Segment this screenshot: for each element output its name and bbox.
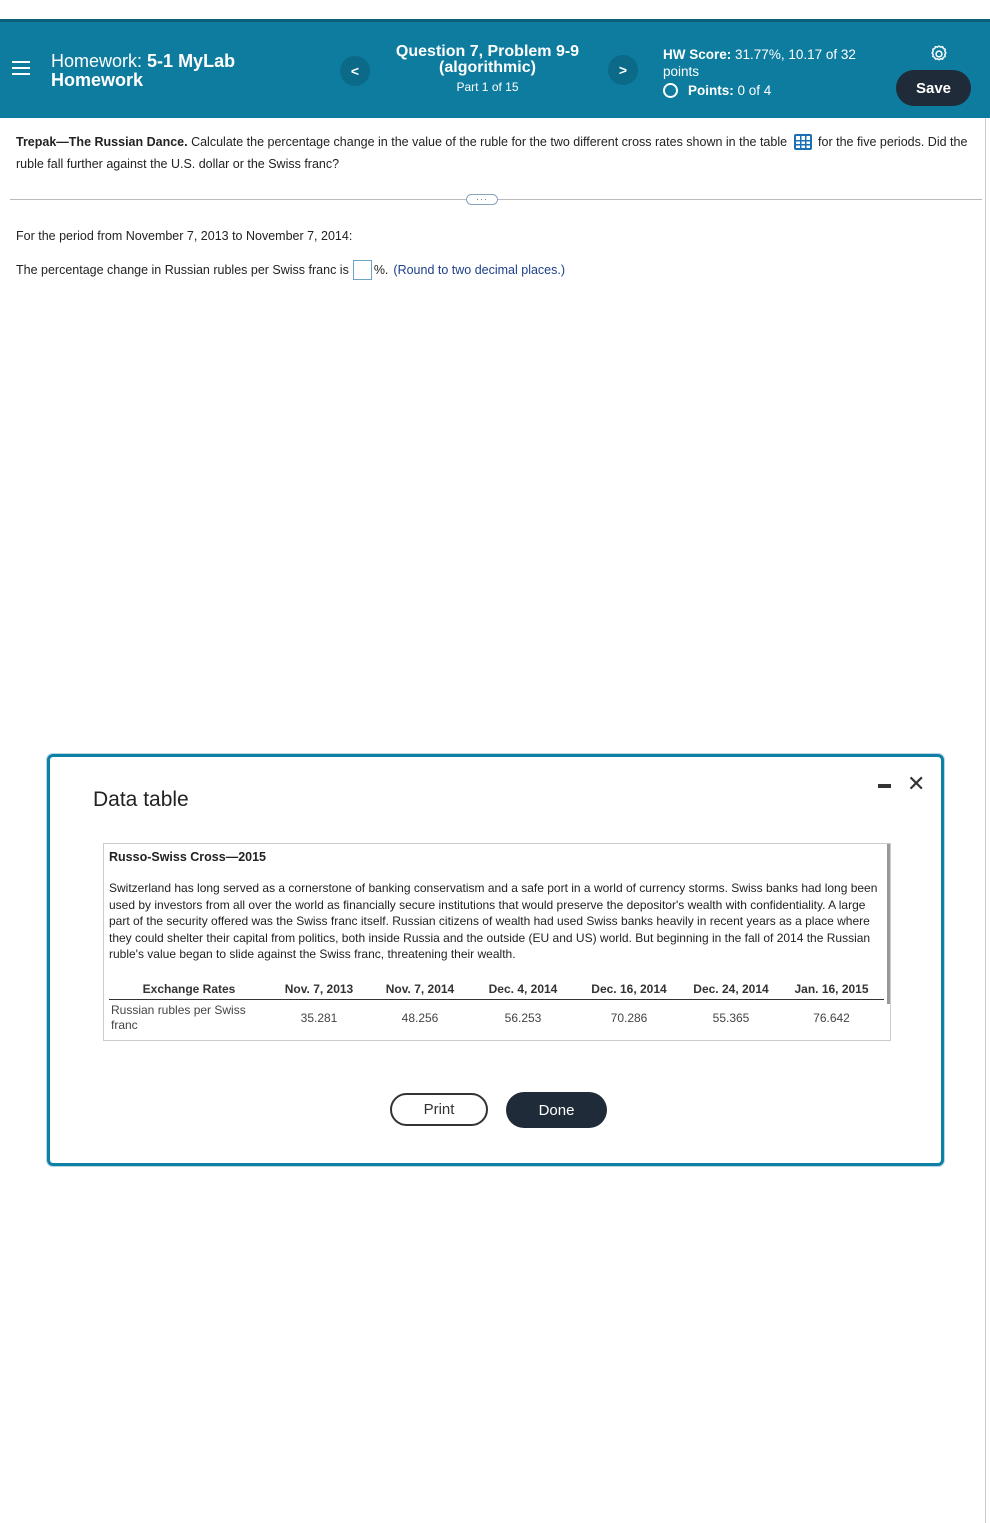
hw-score-value: 31.77%, 10.17 of 32 points (663, 47, 856, 79)
points-label: Points: (688, 83, 734, 98)
dialog-title: Data table (93, 788, 189, 811)
question-title-text: Trepak—The Russian Dance. (16, 135, 188, 149)
column-header: Dec. 4, 2014 (488, 981, 558, 996)
hw-score (663, 46, 873, 99)
homework-name: 5-1 MyLab Homework (51, 51, 236, 90)
minimize-icon[interactable] (878, 784, 891, 788)
scrollbar[interactable] (887, 844, 890, 1004)
table-row (109, 1000, 884, 1036)
question-part: Part 1 of 15 (456, 80, 519, 94)
hw-score-label: HW Score: (663, 47, 732, 62)
table-description: Switzerland has long served as a cornerstone of banking conservatism and a safe port in a world of currency storms. Swiss banks had long been used by investors from all over the world as financially secure institutions that would preserve the depositor's wealth with confidentiality. A large part of the security offered was the Swiss franc itself. Russian citizens of wealth had used Swiss banks heavily in recent years as a place where they could shelter their capital from politics, both inside Russia and the outside (EU and US) world. But beginning in the fall of 2014 the Russian ruble's value began to slide against the Swiss franc, threatening their wealth. (109, 881, 878, 961)
column-header: Exchange Rates (142, 981, 236, 996)
header-bar (0, 19, 990, 118)
rounding-hint: (Round to two decimal places.) (393, 263, 566, 277)
data-table-icon[interactable] (794, 134, 812, 150)
top-browser-sliver (0, 0, 990, 18)
question-title: Question 7, Problem 9-9 (algorithmic) (395, 43, 580, 76)
answer-prefix: The percentage change in Russian rubles per Swiss franc is (16, 263, 349, 277)
expand-handle[interactable]: ··· (466, 194, 498, 205)
points-circle-icon (663, 83, 678, 98)
period-text: For the period from November 7, 2013 to November 7, 2014: (16, 229, 353, 243)
table-title: Russo-Swiss Cross—2015 (109, 850, 267, 864)
question-body-before: Calculate the percentage change in the value of the ruble for the two different cross rates shown in the table (191, 135, 788, 149)
table-cell: 35.281 (300, 1011, 338, 1025)
data-table-panel (103, 843, 891, 1041)
previous-question-button[interactable]: < (340, 56, 370, 86)
column-header: Nov. 7, 2013 (284, 981, 354, 996)
table-cell: 76.642 (813, 1011, 850, 1025)
answer-line (16, 260, 565, 280)
row-label: Russian rubles per Swiss franc (111, 1003, 246, 1032)
exchange-rates-table (109, 978, 884, 1036)
homework-title (51, 52, 281, 90)
answer-input[interactable] (353, 260, 372, 280)
column-header: Dec. 16, 2014 (591, 981, 667, 996)
table-cell: 48.256 (401, 1011, 439, 1025)
answer-suffix: %. (373, 263, 389, 277)
close-icon[interactable]: ✕ (907, 771, 926, 796)
column-header: Jan. 16, 2015 (794, 981, 869, 996)
page-right-border (985, 118, 986, 1523)
homework-prefix: Homework: (51, 51, 143, 71)
data-table-dialog (47, 754, 944, 1166)
table-cell: 70.286 (610, 1011, 648, 1025)
points-value: 0 of 4 (737, 83, 772, 98)
hamburger-menu-icon[interactable] (12, 61, 30, 77)
gear-icon[interactable] (929, 44, 949, 64)
print-button[interactable]: Print (390, 1093, 488, 1126)
column-header: Nov. 7, 2014 (385, 981, 455, 996)
column-header: Dec. 24, 2014 (693, 981, 769, 996)
question-text (16, 131, 976, 175)
table-cell: 56.253 (504, 1011, 542, 1025)
save-button[interactable]: Save (896, 70, 971, 106)
points-row (663, 82, 873, 99)
done-button[interactable]: Done (506, 1092, 607, 1128)
table-cell: 55.365 (712, 1011, 750, 1025)
next-question-button[interactable]: > (608, 55, 638, 85)
table-header-row (109, 978, 884, 1000)
question-body-after: for the five periods. Did the ruble fall further against the U.S. dollar or the Swiss franc? (16, 135, 968, 171)
question-info (390, 44, 585, 94)
